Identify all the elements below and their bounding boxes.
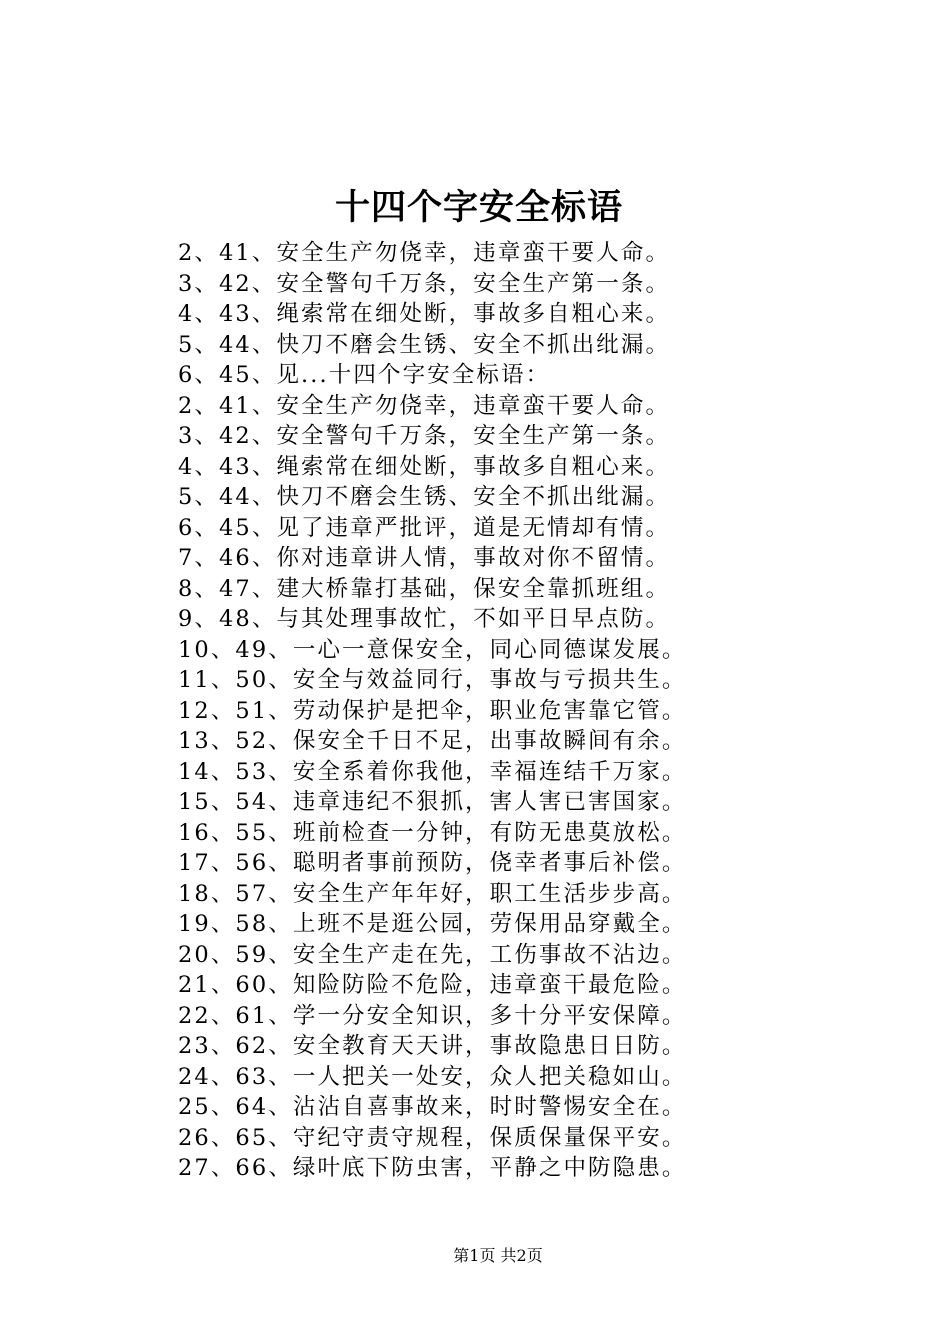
slogan-line: 26、65、守纪守责守规程，保质保量保平安。 <box>178 1124 687 1151</box>
slogan-line: 24、63、一人把关一处安，众人把关稳如山。 <box>178 1063 687 1090</box>
slogan-line: 3、42、安全警句千万条，安全生产第一条。 <box>178 270 671 297</box>
slogan-line: 27、66、绿叶底下防虫害，平静之中防隐患。 <box>178 1155 687 1181</box>
slogan-line: 21、60、知险防险不危险，违章蛮干最危险。 <box>178 972 687 998</box>
slogan-line: 20、59、安全生产走在先，工伤事故不沾边。 <box>178 941 687 968</box>
slogan-line: 25、64、沾沾自喜事故来，时时警惕安全在。 <box>178 1094 687 1120</box>
slogan-line: 2、41、安全生产勿侥幸，违章蛮干要人命。 <box>178 392 671 419</box>
slogan-line: 17、56、聪明者事前预防，侥幸者事后补偿。 <box>178 850 687 876</box>
slogan-line: 7、46、你对违章讲人情，事故对你不留情。 <box>178 545 671 571</box>
slogan-line: 16、55、班前检查一分钟，有防无患莫放松。 <box>178 819 687 846</box>
slogan-line: 12、51、劳动保护是把伞，职业危害靠它管。 <box>178 697 687 724</box>
slogan-line: 3、42、安全警句千万条，安全生产第一条。 <box>178 423 671 449</box>
slogan-line: 10、49、一心一意保安全，同心同德谋发展。 <box>178 636 687 663</box>
slogan-line: 4、43、绳索常在细处断，事故多自粗心来。 <box>178 453 671 480</box>
slogan-line: 13、52、保安全千日不足，出事故瞬间有余。 <box>178 728 687 754</box>
slogan-line: 22、61、学一分安全知识，多十分平安保障。 <box>178 1002 687 1029</box>
slogan-line: 5、44、快刀不磨会生锈、安全不抓出纰漏。 <box>178 331 671 358</box>
slogan-line: 6、45、见...十四个字安全标语： <box>178 362 551 388</box>
slogan-line: 4、43、绳索常在细处断，事故多自粗心来。 <box>178 301 671 327</box>
slogan-line: 9、48、与其处理事故忙，不如平日早点防。 <box>178 606 671 632</box>
slogan-line: 15、54、违章违纪不狠抓，害人害已害国家。 <box>178 789 687 815</box>
slogan-line: 5、44、快刀不磨会生锈、安全不抓出纰漏。 <box>178 484 671 510</box>
slogan-line: 18、57、安全生产年年好，职工生活步步高。 <box>178 880 687 907</box>
page-footer: 第1页 共2页 <box>453 1246 543 1265</box>
slogan-list <box>178 238 798 1184</box>
slogan-line: 2、41、安全生产勿侥幸，违章蛮干要人命。 <box>178 240 671 266</box>
slogan-line: 11、50、安全与效益同行，事故与亏损共生。 <box>178 667 687 693</box>
slogan-line: 23、62、安全教育天天讲，事故隐患日日防。 <box>178 1033 687 1059</box>
slogan-line: 8、47、建大桥靠打基础，保安全靠抓班组。 <box>178 575 671 602</box>
slogan-line: 6、45、见了违章严批评，道是无情却有情。 <box>178 514 671 541</box>
slogan-line: 19、58、上班不是逛公园，劳保用品穿戴全。 <box>178 911 687 937</box>
document-title: 十四个字安全标语 <box>334 187 623 228</box>
slogan-line: 14、53、安全系着你我他，幸福连结千万家。 <box>178 758 687 785</box>
